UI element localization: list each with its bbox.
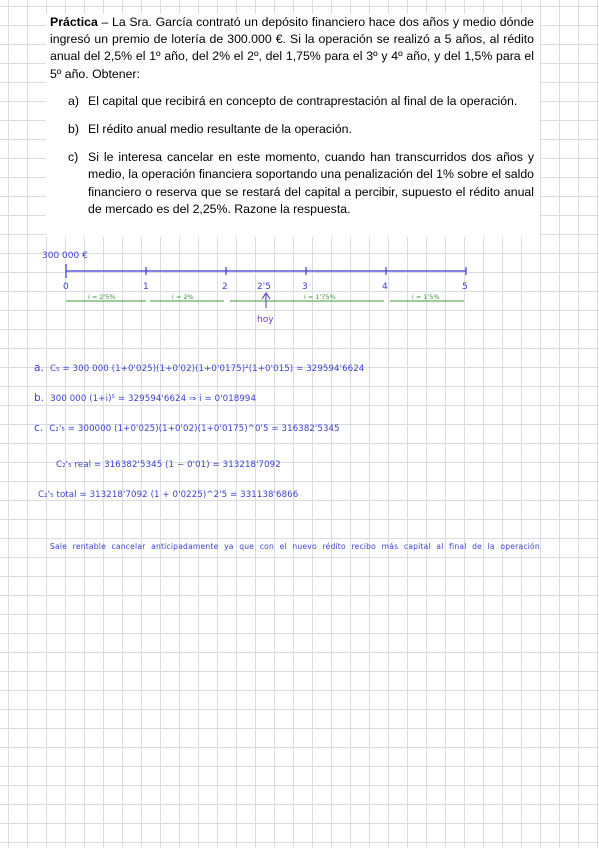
tick-label-2: 2 (222, 282, 228, 292)
tick-label-3: 3 (302, 282, 308, 292)
solution-text: C₂'₅ = 300000 (1+0'025)(1+0'02)(1+0'0175)^0'5 = 316382'5345 (49, 424, 340, 434)
solution-text: C₂'₅ total = 313218'7092 (1 + 0'0225)^2'5 = 331138'6866 (38, 490, 299, 500)
question-label: a) (68, 93, 79, 108)
solution-text: C₂'₅ real = 316382'5345 (1 − 0'01) = 313218'7092 (56, 460, 281, 470)
tick-label-2-5: 2'5 (257, 282, 271, 292)
solution-c-real (56, 460, 281, 470)
solution-c (34, 422, 340, 434)
problem-text: – La Sra. García contrató un depósito financiero hace dos años y medio dónde ingresó un premio de lotería de 300.000 €. Si la operación se realizó a 5 años, al rédito anual del 2,5% el 1º año, del 2% el 2º, del 1,75% para el 3º y 4º año, y del 1,5% para el 5º año. Obtener: (50, 15, 534, 81)
rate-label: i = 2'5% (88, 293, 116, 301)
tick-label-4: 4 (382, 282, 388, 292)
question-item-b (68, 121, 534, 138)
question-item-a (68, 93, 534, 110)
solution-a (34, 362, 364, 374)
rate-label: i = 1'5% (412, 293, 440, 301)
question-text: El capital que recibirá en concepto de contraprestación al final de la operación. (88, 93, 518, 108)
solution-b (34, 392, 256, 404)
question-text: Si le interesa cancelar en este momento, cuando han transcurridos dos años y medio, la operación financiera soportando una penalización del 1% sobre el saldo financiero o reserva que se restará del capital a percibir, supuesto el rédito anual de mercado es del 2,25%. Razone la respuesta. (88, 150, 534, 216)
question-label: b) (68, 122, 79, 137)
solution-c-total (38, 490, 298, 500)
problem-statement-box (46, 14, 540, 237)
tick-label-0: 0 (63, 282, 69, 292)
solution-text: C₅ = 300 000 (1+0'025)(1+0'02)(1+0'0175)²(1+0'015) = 329594'6624 (49, 364, 365, 374)
question-label: c) (68, 150, 79, 165)
question-text: El rédito anual medio resultante de la operación. (88, 122, 352, 137)
problem-title: Práctica (50, 15, 98, 29)
solution-text: 300 000 (1+i)⁵ = 329594'6624 ⇒ i = 0'018994 (50, 394, 257, 404)
problem-statement (50, 14, 534, 83)
rate-label: i = 2% (172, 293, 194, 301)
timeline-diagram (0, 240, 599, 330)
timeline-capital: 300 000 € (42, 251, 88, 261)
tick-label-5: 5 (462, 282, 468, 292)
now-label: hoy (257, 315, 274, 325)
solution-conclusion: Sale rentable cancelar anticipadamente ya que con el nuevo rédito recibo más capital al final de la operación (50, 542, 540, 551)
question-list (50, 93, 534, 218)
solution-label: a. (34, 362, 44, 374)
solution-label: b. (34, 392, 45, 404)
solution-label: c. (34, 422, 44, 434)
tick-label-1: 1 (143, 282, 149, 292)
question-item-c (68, 149, 534, 218)
rate-label: i = 1'75% (304, 293, 336, 301)
